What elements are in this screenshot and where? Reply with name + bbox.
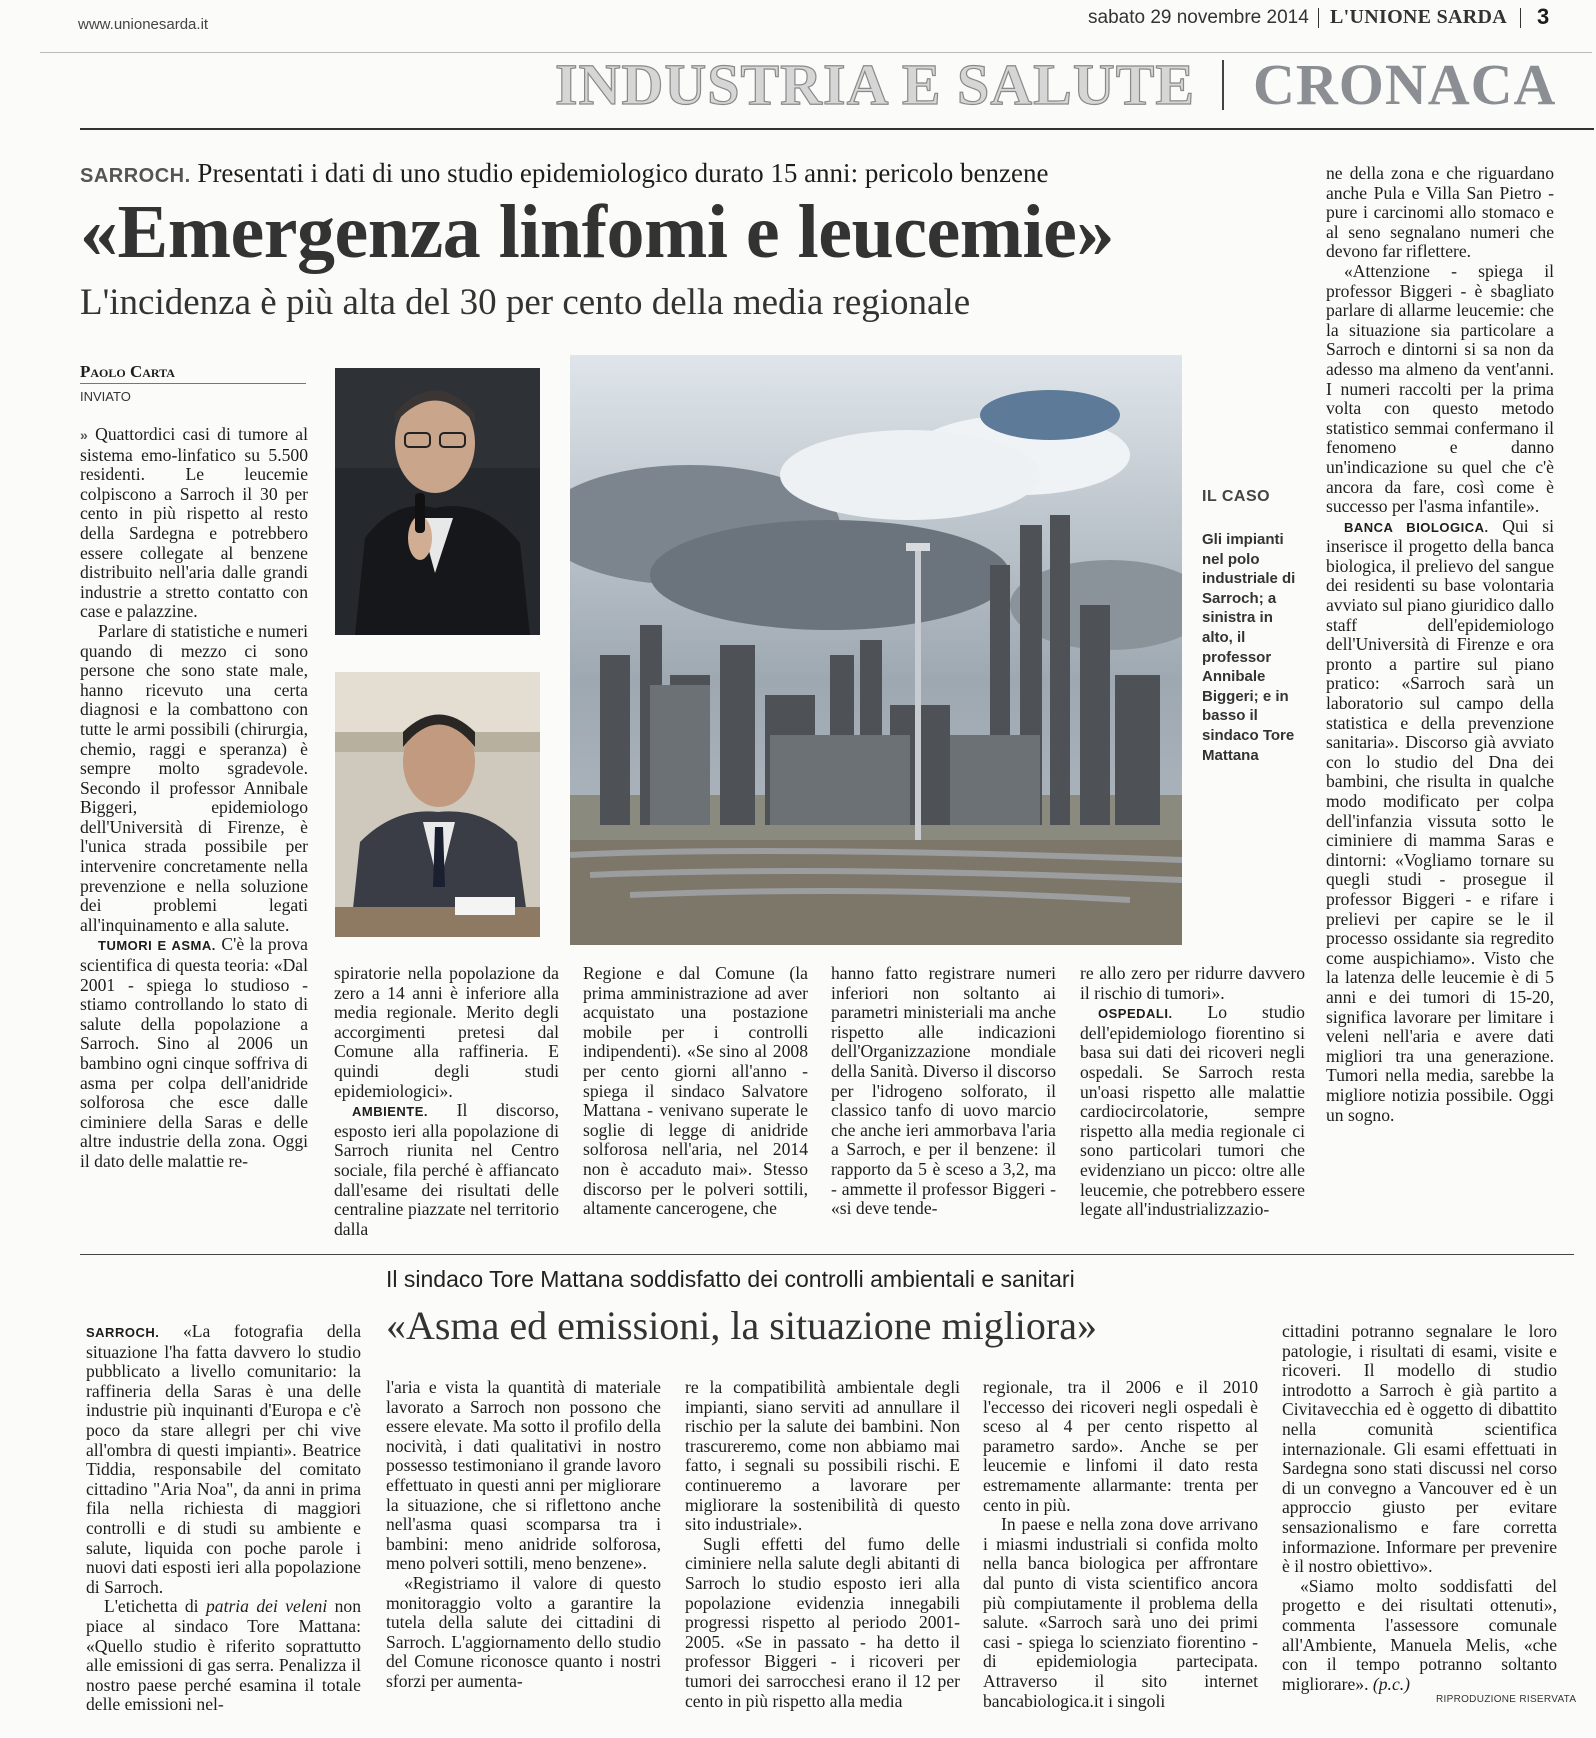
col3-paragraph-1: Regione e dal Comune (la prima amministrazione ad aver acquistato una postazione mobile per i controlli indipendenti). «Se sino al 2008 per cento giorni all'anno - spiega il sindaco Salvatore Mattana - venivano superate le soglie di legge di anidride solforosa nell'aria, nel 2014 non è accaduto mai». Stesso discorso per le polveri sottili, altamente cancerogene, che bbox=[583, 963, 808, 1219]
main-kicker: Presentati i dati di uno studio epidemiologico durato 15 anni: pericolo benzene bbox=[197, 158, 1049, 188]
right-subhead: BANCA BIOLOGICA. bbox=[1344, 519, 1489, 535]
author-rule bbox=[80, 383, 306, 384]
col5-paragraph-1: re allo zero per ridurre davvero il rischio di tumori». bbox=[1080, 963, 1305, 1003]
col4-paragraph-1: hanno fatto registrare numeri inferiori non soltanto ai parametri ministeriali ma anche rispetto alle indicazioni dell'Organizzazione mondiale della Sanità. Diverso il discorso per l'idrogeno solforato, il classico tanfo di uovo marcio che anche ieri ammorbava l'aria a Sarroch, e per il benzene: il rapporto da 5 è sceso a 3,2, ma - ammette il professor Biggeri - «si deve tende- bbox=[831, 963, 1056, 1219]
second-c5-paragraph-2: «Siamo molto soddisfatti del progetto e dei risultati ottenuti», commenta l'assessore comunale all'Ambiente, Manuela Melis, «che con il tempo potranno soltanto migliorare». bbox=[1282, 1575, 1557, 1694]
header-divider bbox=[1318, 8, 1319, 28]
col2-subhead: AMBIENTE. bbox=[352, 1104, 428, 1120]
col5-subhead: OSPEDALI. bbox=[1098, 1006, 1173, 1022]
header-divider-2 bbox=[1520, 8, 1521, 28]
author-name: Paolo Carta bbox=[80, 362, 175, 381]
photo-caption: Gli impianti nel polo industriale di Sarroch; a sinistra in alto, il professor Annibale Biggeri; e in basso il sindaco Tore Mattana bbox=[1202, 531, 1296, 764]
col2-paragraph-1: spiratorie nella popolazione da zero a 14 anni è inferiore alla media regionale. Merito degli accorgimenti pretesi dal Comune alla raffineria. E quindi degli studi epidemiologici». bbox=[334, 963, 559, 1101]
col2-paragraph-2: Il discorso, esposto ieri alla popolazione di Sarroch riunita nel Centro sociale, fila perché è affiancato dall'esame dei risultati delle centraline piazzate nel territorio dalla bbox=[334, 1100, 559, 1239]
kicker-place: SARROCH. bbox=[80, 165, 191, 187]
second-place: SARROCH. bbox=[86, 1325, 160, 1340]
second-article-rule bbox=[80, 1254, 1574, 1255]
refinery-photo bbox=[570, 355, 1182, 945]
main-column-1 bbox=[80, 425, 308, 1240]
second-column-4 bbox=[983, 1378, 1258, 1711]
portrait-biggeri-image bbox=[335, 368, 540, 635]
main-column-4 bbox=[831, 964, 1056, 1219]
newspaper-name: L'UNIONE SARDA bbox=[1330, 6, 1508, 28]
refinery-image bbox=[570, 355, 1182, 945]
section-category: CRONACA bbox=[1253, 52, 1557, 117]
second-column-2 bbox=[386, 1378, 661, 1692]
copyright-notice: RIPRODUZIONE RISERVATA bbox=[1436, 1694, 1577, 1705]
second-column-1 bbox=[86, 1322, 361, 1715]
main-column-3 bbox=[583, 964, 808, 1219]
main-column-right bbox=[1326, 164, 1554, 1125]
second-c1-p2-start: L'etichetta di bbox=[104, 1596, 199, 1617]
second-c4-paragraph-1: regionale, tra il 2006 e il 2010 l'eccesso dei ricoveri negli ospedali è sceso al 4 per cento rispetto al parametro sardo». Anche se per leucemie e linfomi il dato resta estremamente allarmante: trenta per cento in più. bbox=[983, 1377, 1258, 1515]
main-kicker-line bbox=[80, 158, 1048, 191]
second-c3-paragraph-2: Sugli effetti del fumo delle ciminiere nella salute degli abitanti di Sarroch lo studio esposto ieri alla popolazione evidenzia innegabili progressi rispetto al periodo 2001-2005. «Se in passato - ha detto il professor Biggeri - i ricoveri per tumori dei sarrocchesi erano il 12 per cento in più rispetto alla media bbox=[685, 1533, 960, 1711]
second-title: «Asma ed emissioni, la situazione migliora» bbox=[386, 1303, 1097, 1348]
section-title: INDUSTRIA E SALUTE bbox=[555, 52, 1196, 117]
right-paragraph-2: «Attenzione - spiega il professor Biggeri - è sbagliato parlare di allarme leucemie: che la situazione sia particolare a Sarroch e dintorni si sa non da adesso ma almeno da vent'anni. I numeri raccolti per la prima volta con questo metodo statistico semmai confermano il fenomeno e danno un'indicazione su quel che c'è ancora da fare, così come è successo per l'asma infantile». bbox=[1326, 260, 1554, 517]
portrait-mattana-image bbox=[335, 672, 540, 937]
bullet-icon: » bbox=[80, 427, 88, 443]
second-column-5 bbox=[1282, 1322, 1557, 1694]
caption-title: IL CASO bbox=[1202, 488, 1271, 505]
col1-subhead: TUMORI E ASMA. bbox=[98, 938, 216, 954]
publication-date: sabato 29 novembre 2014 bbox=[1088, 7, 1309, 28]
main-column-2 bbox=[334, 964, 559, 1239]
page-number: 3 bbox=[1537, 4, 1550, 29]
second-signature: (p.c.) bbox=[1372, 1673, 1411, 1694]
second-c2-paragraph-1: l'aria e vista la quantità di materiale lavorato a Sarroch non possono che essere elevate. Ma sotto il profilo della nocività, i dati qualitativi in nostro possesso testimoniano il grande lavoro effettuato in questi anni per migliorare la situazione, che si riflettono anche nell'asma quasi scomparsa tra i bambini: meno anidride solforosa, meno polveri sottili, meno benzene». bbox=[386, 1377, 661, 1574]
second-kicker: Il sindaco Tore Mattana soddisfatto dei controlli ambientali e sanitari bbox=[386, 1266, 1075, 1292]
right-paragraph-1: ne della zona e che riguardano anche Pula e Villa San Pietro - pure i carcinomi allo stomaco e al seno segnalano numeri che devono far riflettere. bbox=[1326, 163, 1554, 262]
second-column-3 bbox=[685, 1378, 960, 1711]
col1-paragraph-3: C'è la prova scientifica di questa teoria: «Dal 2001 - spiega lo studioso - stiamo controllando lo stato di salute della popolazione a Sarroch. Sino al 2006 un bambino ogni cinque soffriva di asma per colpa dell'anidride solforosa che esce dalle ciminiere della Saras e delle altre industrie della zona. Oggi il dato delle malattie re- bbox=[80, 934, 308, 1171]
second-c3-paragraph-1: re la compatibilità ambientale degli impianti, siano serviti ad annullare il rischio per la salute dei bambini. Non trascureremo, come non abbiamo mai fatto, i segnali su possibili rischi. E continueremo a lavorare per migliorare la sostenibilità di questo sito industriale». bbox=[685, 1377, 960, 1535]
second-c5-paragraph-1: cittadini potranno segnalare le loro patologie, i risultati di esami, visite e ricoveri. Il modello di studio introdotto a Sarroch è già partito a Civitavecchia ed è oggetto di dibattito nella comunità scientifica internazionale. Gli esami effettuati in Sardegna sono stati discussi nel corso di un convegno a Vancouver ed è un approccio giusto per evitare sensazionalismo e fare corretta informazione. Informare per prevenire è il nostro obiettivo». bbox=[1282, 1321, 1557, 1577]
portrait-mattana bbox=[335, 672, 540, 937]
site-url[interactable]: www.unionesarda.it bbox=[78, 16, 209, 33]
author-role: INVIATO bbox=[80, 389, 131, 404]
second-c1-paragraph-1: «La fotografia della situazione l'ha fatta davvero lo studio pubblicato a livello comunitario: la raffineria della Saras è una delle industrie più inquinanti d'Europa e c'è poco da stare allegri per chi vive all'ombra di questi impianti». Beatrice Tiddia, responsabile del comitato cittadino "Aria Noa", da anni in prima fila nella richiesta di maggiori controlli e di studi su ambiente e salute, liquida con poche parole i nuovi dati esposti ieri alla popolazione di Sarroch. bbox=[86, 1321, 362, 1597]
right-paragraph-3: Qui si inserisce il progetto della banca biologica, il prelievo del sangue dei residenti su base volontaria avviato sul piano giuridico dallo staff dell'epidemiologo dell'Università di Firenze e ora pronto a partire sul piano pratico: «Sarroch sarà un laboratorio sul campo della statistica e della prevenzione sanitaria». Discorso già avviato con lo studio del Dna dei bambini, che risulta in qualche modo modificato per colpa dell'infanzia vissuta sotto le ciminiere di mamma Saras e dintorni: «Vogliamo tornare su quegli studi - prosegue il professor Biggeri - e rifare i prelievi per capire se le il processo ossidante sia regredito come auspichiamo». Visto che la latenza delle leucemie è di 5 anni e dei tumori di 15-20, significa lavorare per limitare i veleni nell'aria e avere dati migliori tra una generazione. Tumori nella media, sarebbe la migliore notizia possibile. Oggi un sogno. bbox=[1326, 515, 1554, 1125]
section-divider bbox=[1222, 60, 1224, 110]
col1-paragraph-1: Quattordici casi di tumore al sistema emo-linfatico su 5.500 residenti. Le leucemie colpiscono a Sarroch il 30 per cento in più rispetto al resto della Sardegna e potrebbero essere collegate al benzene distribuito nell'aria dalle grandi industrie a stretto contatto con case e palazzine. bbox=[80, 424, 308, 622]
col5-paragraph-2: Lo studio dell'epidemiologo fiorentino si basa sui dati dei ricoveri negli ospedali. Se Sarroch resta un'oasi rispetto alle malattie cardiocircolatorie, sempre rispetto alla media regionale ci sono particolari tumori che evidenziano un picco: oltre alle leucemie, che potrebbero essere legate all'industrializzazio- bbox=[1080, 1002, 1305, 1220]
section-rule bbox=[80, 128, 1594, 130]
col1-paragraph-2: Parlare di statistiche e numeri quando di mezzo ci sono persone che sono state male, hanno ricevuto una certa diagnosi e la combattono con tutte le armi possibili (chirurgia, chemio, raggi e speranza) è sempre molto sgradevole. Secondo il professor Annibale Biggeri, epidemiologo dell'Università di Firenze, è l'unica strada possibile per intervenire concretamente nella prevenzione e nella soluzione dei problemi legati all'inquinamento e alla salute. bbox=[80, 620, 308, 935]
main-subtitle: L'incidenza è più alta del 30 per cento della media regionale bbox=[80, 282, 971, 323]
second-c1-p2-end: non piace al sindaco Tore Mattana: «Quello studio è riferito soprattutto alle emissioni di gas serra. Penalizza il nostro paese perché esamina il totale delle emissioni nel- bbox=[86, 1596, 362, 1715]
main-title: «Emergenza linfomi e leucemie» bbox=[80, 190, 1114, 274]
portrait-biggeri bbox=[335, 368, 540, 635]
main-column-5 bbox=[1080, 964, 1305, 1220]
second-c2-paragraph-2: «Registriamo il valore di questo monitoraggio volto a garantire la tutela della salute dei cittadini di Sarroch. L'aggiornamento dello studio del Comune riconosce quanto i nostri sforzi per aumenta- bbox=[386, 1572, 661, 1691]
second-c1-p2-emphasis: patria dei veleni bbox=[205, 1596, 328, 1617]
second-c4-paragraph-2: In paese e nella zona dove arrivano i miasmi industriali si confida molto nella banca biologica per affrontare dal punto di vista scientifico ancora più compiutamente il problema della salute. «Sarroch sarà uno dei primi casi - spiega lo scienziato fiorentino - di epidemiologia partecipata. Attraverso il sito internet bancabiologica.it i singoli bbox=[983, 1514, 1258, 1711]
